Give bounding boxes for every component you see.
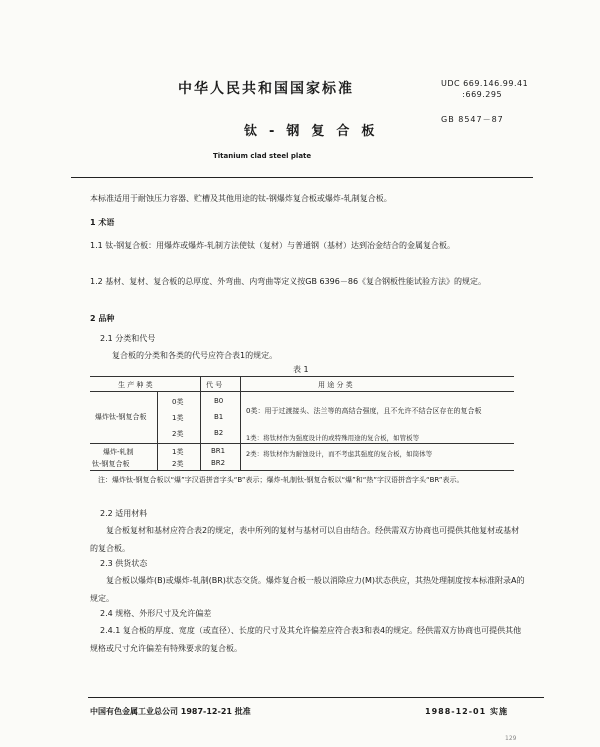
table-class: 1类 [172, 448, 184, 456]
table-header-rule [90, 391, 514, 392]
table-use-0: 0类：用于过渡接头、法兰等的高结合强度，且不允许不结合区存在的复合板 [246, 407, 482, 415]
gb-number: GB 8547－87 [441, 115, 504, 124]
header-rule [71, 177, 533, 178]
section-2-3: 2.3 供货状态 [100, 559, 148, 568]
section-2-2-text: 复合板复材和基材应符合表2的规定，表中所列的复材与基材可以自由结合。经供需双方协商也可提供其他复材或基材的复合板。 [90, 526, 520, 553]
intro-paragraph: 本标准适用于耐蚀压力容器、贮槽及其他用途的钛-钢爆炸复合板或爆炸-轧制复合板。 [90, 194, 392, 203]
standard-title: 中华人民共和国国家标准 [178, 81, 354, 97]
table-header-type: 生 产 种 类 [118, 381, 153, 389]
table-group-2a: 爆炸-轧制 [103, 448, 134, 456]
section-2-1-text: 复合板的分类和各类的代号应符合表1的规定。 [112, 351, 278, 360]
table-mid-rule [90, 443, 514, 444]
effective-date: 1988-12-01 实施 [425, 707, 508, 716]
table-caption: 表 1 [293, 365, 309, 374]
udc-number: UDC 669.146.99.41 :669.295 [441, 79, 529, 99]
section-2-3-text: 复合板以爆炸(B)或爆炸-轧制(BR)状态交货。爆炸复合板一般以消除应力(M)状态供应，其热处理制度按本标准附录A的规定。 [90, 576, 525, 603]
table-class: 0类 [172, 398, 184, 406]
section-2-4-1: 2.4.1 复合板的厚度、宽度（或直径）、长度的尺寸及其允许偏差应符合表3和表4的规定。经供需双方协商也可提供其他规格或尺寸允许偏差有特殊要求的复合板。 [90, 626, 522, 653]
section-2-4: 2.4 规格、外形尺寸及允许偏差 [100, 609, 212, 618]
table-header-code: 代 号 [206, 381, 223, 389]
table-vline [157, 391, 158, 470]
section-1-title: 1 术语 [90, 218, 115, 227]
table-class: 1类 [172, 414, 184, 422]
table-code: B2 [214, 429, 224, 437]
table-class: 2类 [172, 460, 184, 468]
doc-title-en: Titanium clad steel plate [213, 152, 312, 160]
table-vline [200, 376, 201, 470]
table-code: BR1 [211, 447, 226, 455]
footer-rule [88, 697, 544, 698]
page-number: 129 [505, 735, 517, 742]
issuer-date: 中国有色金属工业总公司 1987-12-21 批准 [90, 707, 251, 716]
table-group-1: 爆炸钛-钢复合板 [95, 413, 147, 421]
doc-title: 钛-钢复合板 [244, 124, 387, 139]
table-code: B1 [214, 413, 224, 421]
table-code: B0 [214, 397, 224, 405]
section-2-title: 2 品种 [90, 314, 115, 323]
table-vline [240, 376, 241, 470]
table-group-2b: 钛-钢复合板 [92, 460, 130, 468]
table-note: 注：爆炸钛-钢复合板以“爆”字汉语拼音字头“B”表示；爆炸-轧制钛-钢复合板以“爆”和“热”字汉语拼音字头“BR”表示。 [98, 476, 464, 484]
table-use-1: 1类：将钛材作为强度设计的或特殊用途的复合板，如管板等 [246, 434, 420, 442]
section-1-2: 1.2 基材、复材、复合板的总厚度、外弯曲、内弯曲等定义按GB 6396－86《复合钢板性能试验方法》的规定。 [90, 277, 487, 286]
table-bottom-rule [90, 470, 514, 471]
table-header-use: 用 途 分 类 [318, 381, 353, 389]
table-top-rule [90, 376, 514, 377]
section-2-1: 2.1 分类和代号 [100, 334, 156, 343]
table-use-2: 2类：将钛材作为耐蚀设计，而不考虑其强度的复合板，如筒体等 [246, 450, 433, 458]
table-class: 2类 [172, 430, 184, 438]
section-1-1: 1.1 钛-钢复合板：用爆炸或爆炸-轧制方法使钛（复材）与普通钢（基材）达到冶金结合的金属复合板。 [90, 241, 456, 250]
section-2-2: 2.2 适用材料 [100, 509, 148, 518]
table-code: BR2 [211, 459, 226, 467]
